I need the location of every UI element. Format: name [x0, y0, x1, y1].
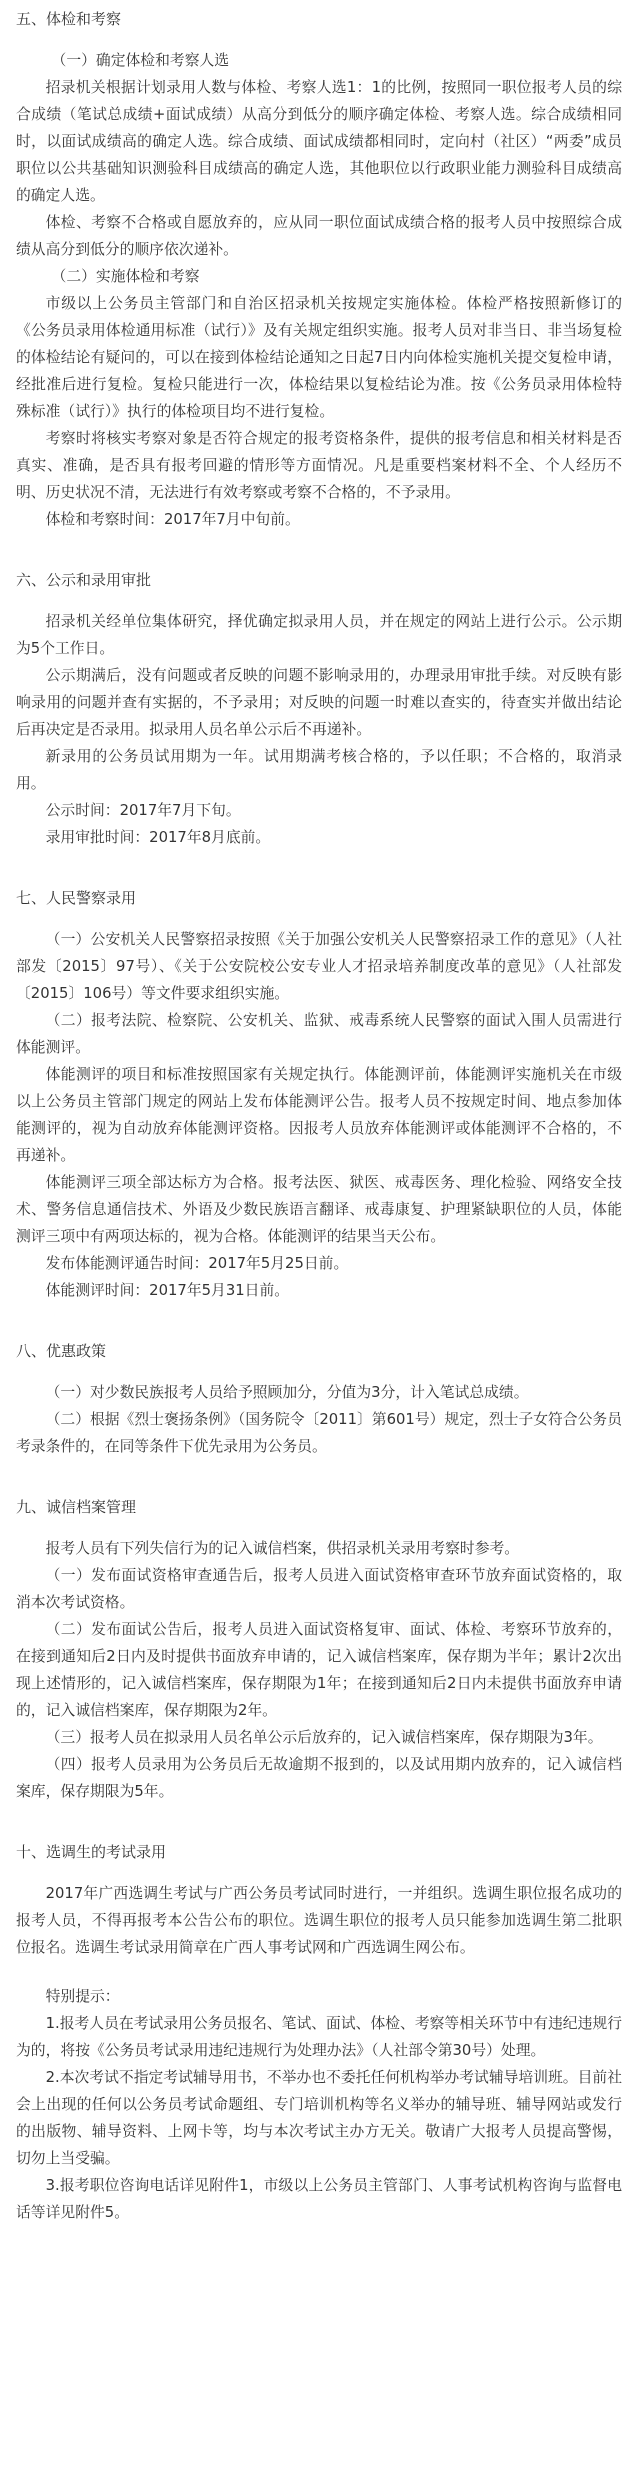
notice-item: 1.报考人员在考试录用公务员报名、笔试、面试、体检、考察等相关环节中有违纪违规行为的，将按《公务员考试录用违纪违规行为处理办法》（人社部令第30号）处理。 [16, 2015, 622, 2059]
section-police-recruitment [16, 885, 622, 1304]
section-physical-exam [16, 6, 622, 533]
notice-item: 2.本次考试不指定考试辅导用书，不举办也不委托任何机构举办考试辅导培训班。目前社会上出现的任何以公务员考试命题组、专门培训机构等名义举办的辅导班、辅导网站或发行的出版物、辅导资料、上网卡等，均与本次考试主办方无关。敬请广大报考人员提高警惕，切勿上当受骗。 [16, 2069, 622, 2167]
paragraph: 市级以上公务员主管部门和自治区招录机关按规定实施体检。体检严格按照新修订的《公务员录用体检通用标准（试行）》及有关规定组织实施。报考人员对非当日、非当场复检的体检结论有疑问的，可以在接到体检结论通知之日起7日内向体检实施机关提交复检申请，经批准后进行复检。复检只能进行一次，体检结果以复检结论为准。按《公务员录用体检特殊标准（试行）》执行的体检项目均不进行复检。 [16, 295, 622, 420]
paragraph: 体能测评三项全部达标方为合格。报考法医、狱医、戒毒医务、理化检验、网络安全技术、警务信息通信技术、外语及少数民族语言翻译、戒毒康复、护理紧缺职位的人员，体能测评三项中有两项达标的，视为合格。体能测评的结果当天公布。 [16, 1174, 622, 1245]
special-notice-title: 特别提示： [45, 1988, 120, 2005]
paragraph: 公示期满后，没有问题或者反映的问题不影响录用的，办理录用审批手续。对反映有影响录用的问题并查有实据的，不予录用；对反映的问题一时难以查实的，待查实并做出结论后再决定是否录用。拟录用人员名单公示后不再递补。 [16, 667, 622, 738]
paragraph: （二）发布面试公告后，报考人员进入面试资格复审、面试、体检、考察环节放弃的，在接到通知后2日内及时提供书面放弃申请的，记入诚信档案库，保存期为半年；累计2次出现上述情形的，记入诚信档案库，保存期限为1年；在接到通知后2日内未提供书面放弃申请的，记入诚信档案库，保存期限为2年。 [16, 1621, 622, 1719]
section-title: 六、公示和录用审批 [16, 571, 152, 589]
section-selected-graduates [16, 1839, 622, 2226]
paragraph: 新录用的公务员试用期为一年。试用期满考核合格的，予以任职；不合格的，取消录用。 [16, 748, 622, 792]
paragraph: 招录机关经单位集体研究，择优确定拟录用人员，并在规定的网站上进行公示。公示期为5个工作日。 [16, 613, 622, 657]
paragraph: 考察时将核实考察对象是否符合规定的报考资格条件，提供的报考信息和相关材料是否真实、准确，是否具有报考回避的情形等方面情况。凡是重要档案材料不全、个人经历不明、历史状况不清，无法进行有效考察或考察不合格的，不予录用。 [16, 430, 622, 501]
section-credit-records [16, 1494, 622, 1805]
section-publicity [16, 567, 622, 851]
paragraph: （二）根据《烈士褒扬条例》（国务院令〔2011〕第601号）规定，烈士子女符合公务员考录条件的，在同等条件下优先录用为公务员。 [16, 1411, 622, 1455]
paragraph: 体能测评时间：2017年5月31日前。 [45, 1282, 290, 1299]
paragraph: 2017年广西选调生考试与广西公务员考试同时进行，一并组织。选调生职位报名成功的报考人员，不得再报考本公告公布的职位。选调生职位的报考人员只能参加选调生第二批职位报名。选调生考试录用简章在广西人事考试网和广西选调生网公布。 [16, 1885, 622, 1956]
paragraph: （一）对少数民族报考人员给予照顾加分，分值为3分，计入笔试总成绩。 [45, 1384, 529, 1401]
paragraph: （三）报考人员在拟录用人员名单公示后放弃的，记入诚信档案库，保存期限为3年。 [45, 1729, 603, 1746]
section-title: 十、选调生的考试录用 [16, 1843, 167, 1861]
paragraph: 公示时间：2017年7月下旬。 [45, 802, 241, 819]
paragraph: （一）发布面试资格审查通告后，报考人员进入面试资格审查环节放弃面试资格的，取消本次考试资格。 [16, 1567, 622, 1611]
paragraph: 体能测评的项目和标准按照国家有关规定执行。体能测评前，体能测评实施机关在市级以上公务员主管部门规定的网站上发布体能测评公告。报考人员不按规定时间、地点参加体能测评的，视为自动放弃体能测评资格。因报考人员放弃体能测评或体能测评不合格的，不再递补。 [16, 1066, 622, 1164]
paragraph: （四）报考人员录用为公务员后无故逾期不报到的，以及试用期内放弃的，记入诚信档案库，保存期限为5年。 [16, 1756, 622, 1800]
notice-item: 3.报考职位咨询电话详见附件1，市级以上公务员主管部门、人事考试机构咨询与监督电话等详见附件5。 [16, 2177, 622, 2221]
paragraph: （一）公安机关人民警察招录按照《关于加强公安机关人民警察招录工作的意见》（人社部发〔2015〕97号）、《关于公安院校公安专业人才招录培养制度改革的意见》（人社部发〔2015〕106号）等文件要求组织实施。 [16, 931, 622, 1002]
section-title: 八、优惠政策 [16, 1342, 107, 1360]
section-preferential-policy [16, 1338, 622, 1460]
paragraph: 体检、考察不合格或自愿放弃的，应从同一职位面试成绩合格的报考人员中按照综合成绩从高分到低分的顺序依次递补。 [16, 214, 622, 258]
paragraph: （二）报考法院、检察院、公安机关、监狱、戒毒系统人民警察的面试入围人员需进行体能测评。 [16, 1012, 622, 1056]
paragraph: 录用审批时间：2017年8月底前。 [45, 829, 271, 846]
section-title: 九、诚信档案管理 [16, 1498, 137, 1516]
paragraph: 报考人员有下列失信行为的记入诚信档案，供招录机关录用考察时参考。 [45, 1540, 520, 1557]
section-title: 五、体检和考察 [16, 10, 122, 28]
paragraph: 体检和考察时间：2017年7月中旬前。 [45, 511, 300, 528]
section-title: 七、人民警察录用 [16, 889, 137, 907]
subsection-title: （二）实施体检和考察 [51, 268, 200, 285]
subsection-title: （一）确定体检和考察人选 [51, 52, 230, 69]
paragraph: 招录机关根据计划录用人数与体检、考察人选1：1的比例，按照同一职位报考人员的综合成绩（笔试总成绩+面试成绩）从高分到低分的顺序确定体检、考察人选。综合成绩相同时，以面试成绩高的确定人选。综合成绩、面试成绩都相同时，定向村（社区）“两委”成员职位以公共基础知识测验科目成绩高的确定人选，其他职位以行政职业能力测验科目成绩高的确定人选。 [16, 79, 622, 204]
paragraph: 发布体能测评通告时间：2017年5月25日前。 [45, 1255, 349, 1272]
